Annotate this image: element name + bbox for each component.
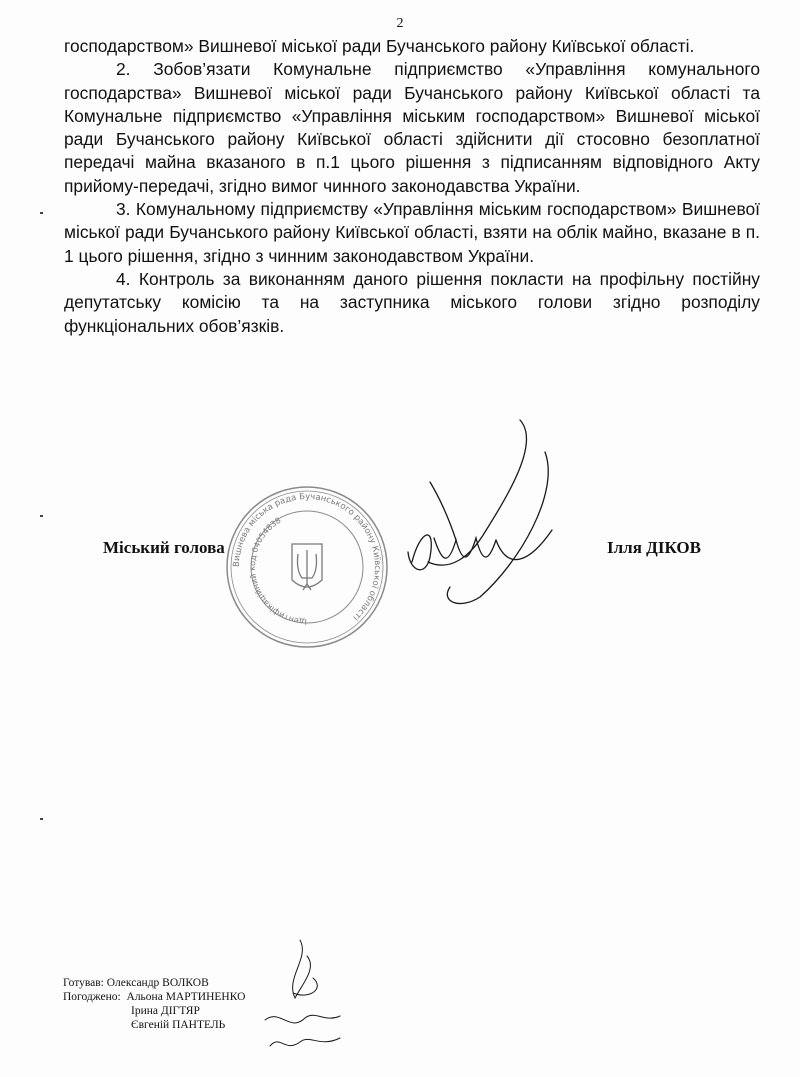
approval-footer — [63, 976, 245, 1032]
stamp-outer-text: Вишнева міська рада Бучанського району Київської області — [231, 491, 383, 623]
agreed-name-3: Євгеній ПАНТЕЛЬ — [131, 1019, 226, 1031]
document-body — [64, 35, 760, 338]
prepared-label: Готував: — [63, 977, 104, 989]
page-number: 2 — [396, 16, 404, 31]
paragraph-2: 2. Зобов’язати Комунальне підприємство «Управління комунального господарства» Вишневої міської ради Бучанського району Київської області та Комунальне підприємство «Управління міським господарством» Вишневої міської ради Бучанського району Київської області здійснити дії стосовно безоплатної передачі майна вказаного в п.1 цього рішення з підписанням відповідного Акту прийому-передачі, згідно вимог чинного законодавства України. — [64, 59, 760, 196]
trident-emblem-icon — [292, 544, 322, 590]
prepared-name: Олександр ВОЛКОВ — [106, 977, 209, 989]
agreed-row — [63, 1018, 245, 1032]
mayor-signature — [390, 412, 580, 612]
agreed-row — [63, 1004, 245, 1018]
stamp-inner-text: Ідентифікаційний код 04054838 — [247, 515, 308, 627]
paragraph-3: 3. Комунальному підприємству «Управління міським господарством» Вишневої міської ради Бучанського району Київської області, взяти на облік майно, вказане в п. 1 цього рішення, згідно з чинним законодавством України. — [64, 199, 760, 266]
signatory-name: Ілля ДІКОВ — [607, 538, 701, 557]
agreed-label: Погоджено: — [63, 991, 121, 1003]
margin-mark — [40, 212, 43, 214]
paragraph-1-continuation: господарством» Вишневої міської ради Бучанського району Київської області. — [64, 36, 695, 56]
signatory-position: Міський голова — [103, 538, 225, 557]
prepared-by-row — [63, 976, 245, 990]
agreed-name-2: Ірина ДІГТЯР — [131, 1005, 200, 1017]
approval-signatures — [255, 938, 345, 1058]
agreed-name-1: Альона МАРТИНЕНКО — [126, 991, 246, 1003]
margin-mark — [40, 515, 43, 517]
paragraph-4: 4. Контроль за виконанням даного рішення покласти на профільну постійну депутатську комісію та на заступника міського голови згідно розподілу функціональних обов’язків. — [64, 268, 760, 336]
margin-mark — [40, 818, 43, 820]
agreed-row — [63, 990, 245, 1004]
official-stamp — [222, 482, 392, 652]
